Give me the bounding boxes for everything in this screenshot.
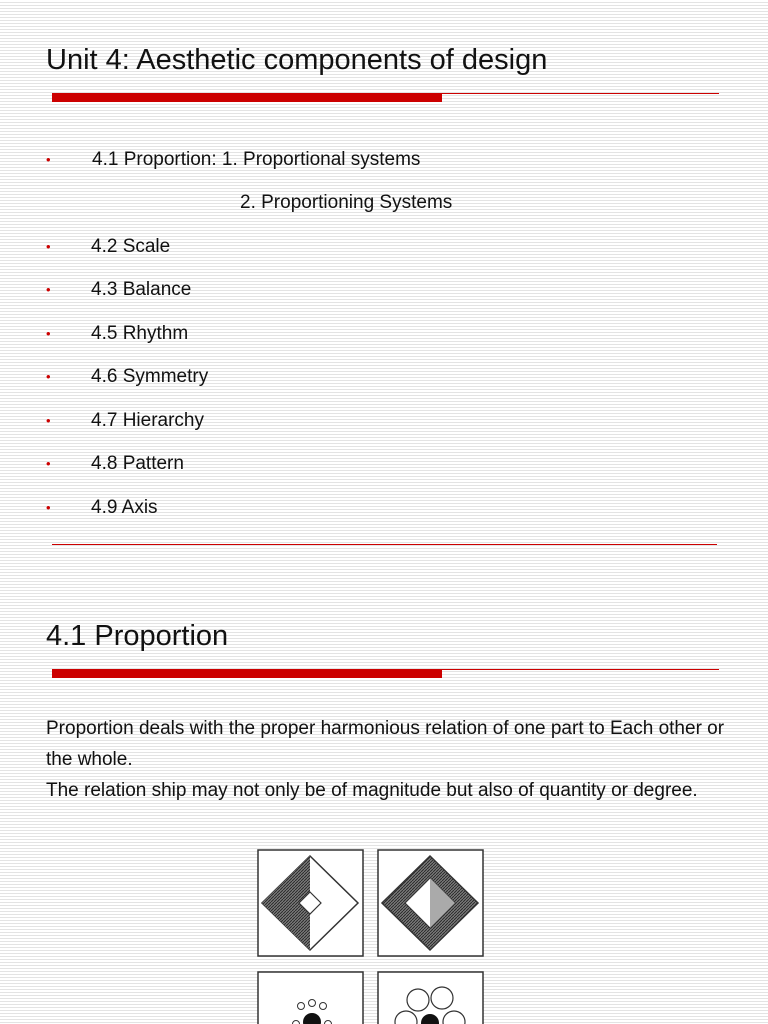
title-accent-line: [442, 669, 719, 670]
diamond-panel-small-center: [258, 850, 363, 956]
outline-item-rhythm: 4.5 Rhythm: [91, 323, 189, 344]
circles-panel-large: [378, 972, 483, 1024]
title-accent-bar: [52, 93, 442, 102]
proportion-figure-image: [256, 848, 486, 1024]
circles-panel-small: [258, 972, 363, 1024]
bullet-icon: •: [46, 326, 51, 341]
outline-item-axis: 4.9 Axis: [91, 497, 158, 518]
title-accent-line: [442, 93, 719, 94]
paragraph: The relation ship may not only be of magnitude but also of quantity or degree.: [46, 780, 698, 801]
slide-1-title: Unit 4: Aesthetic components of design: [46, 44, 548, 76]
bullet-icon: •: [46, 152, 51, 167]
outline-item-symmetry: 4.6 Symmetry: [91, 366, 209, 387]
bullet-icon: •: [46, 413, 51, 428]
bullet-icon: •: [46, 500, 51, 515]
outline-item-hierarchy: 4.7 Hierarchy: [91, 410, 204, 431]
outline-item-proportion: 4.1 Proportion: 1. Proportional systems: [92, 149, 421, 170]
outline-subitem-proportioning: 2. Proportioning Systems: [240, 192, 453, 213]
diamond-panel-large-center: [378, 850, 483, 956]
outline-item-balance: 4.3 Balance: [91, 279, 192, 300]
slide-divider-line: [52, 544, 717, 545]
slide-2-title: 4.1 Proportion: [46, 620, 229, 652]
bullet-icon: •: [46, 239, 51, 254]
proportion-figure-illustration: [256, 848, 486, 1024]
outline-item-scale: 4.2 Scale: [91, 236, 171, 257]
title-accent-bar: [52, 669, 442, 678]
bullet-icon: •: [46, 369, 51, 384]
paragraph: Proportion deals with the proper harmonious relation of one part to Each other or the whole.: [46, 718, 725, 770]
body-text: [46, 713, 736, 806]
outline-item-pattern: 4.8 Pattern: [91, 453, 184, 474]
bullet-icon: •: [46, 282, 51, 297]
bullet-icon: •: [46, 456, 51, 471]
